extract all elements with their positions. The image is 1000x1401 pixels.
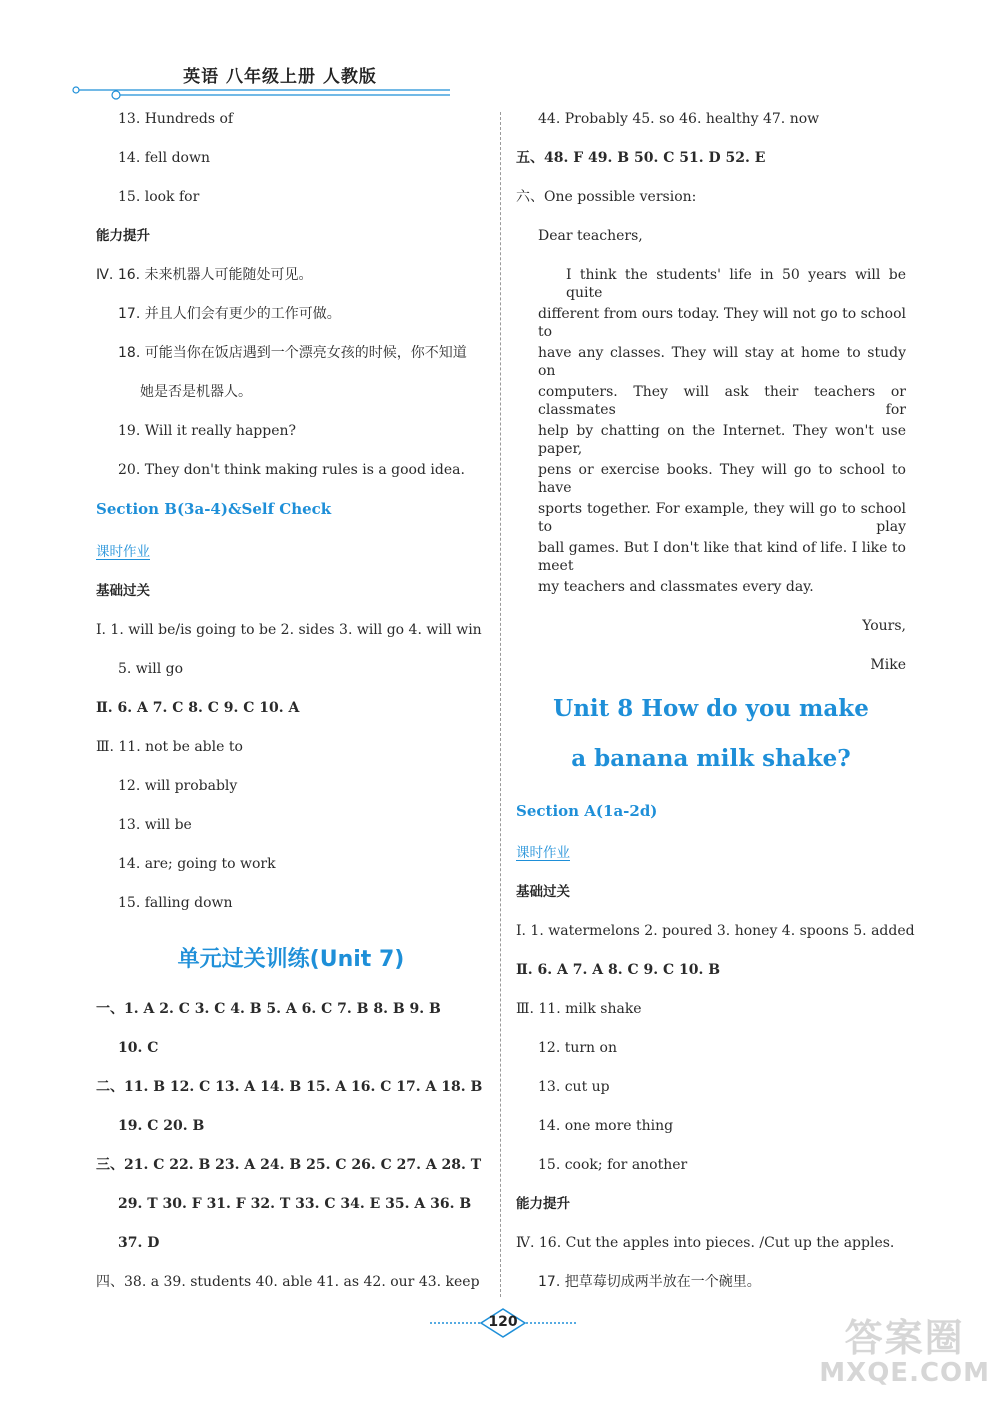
answer-line: 44. Probably 45. so 46. healthy 47. now [538, 111, 820, 127]
header-rule [72, 86, 450, 100]
answer-line: 三、21. C 22. B 23. A 24. B 25. C 26. C 27. A 28. T [96, 1157, 482, 1173]
answer-line: 13. will be [118, 817, 192, 833]
answer-line: 15. cook; for another [538, 1157, 688, 1173]
unit-test-title: 单元过关训练(Unit 7) [177, 947, 405, 972]
unit8-title-line2: a banana milk shake? [571, 745, 851, 772]
answer-line: 五、48. F 49. B 50. C 51. D 52. E [516, 150, 766, 166]
answer-line: 13. cut up [538, 1079, 610, 1095]
basic-heading: 基础过关 [516, 884, 570, 900]
answer-line: Ⅲ. 11. not be able to [96, 739, 243, 755]
essay-line: computers. They will ask their teachers or classmates for [538, 384, 906, 418]
ability-heading: 能力提升 [96, 228, 150, 244]
answer-line: 17. 把草莓切成两半放在一个碗里。 [538, 1274, 761, 1290]
page-number: 120 [488, 1314, 518, 1330]
essay-line: I think the students' life in 50 years will be quite [566, 267, 906, 301]
answer-line: 10. C [118, 1040, 159, 1056]
basic-heading: 基础过关 [96, 583, 150, 599]
answer-line: Ⅱ. 6. A 7. C 8. C 9. C 10. A [96, 700, 300, 716]
answer-line: 17. 并且人们会有更少的工作可做。 [118, 306, 341, 322]
letter-signature: Mike [870, 657, 906, 673]
answer-line: Ⅲ. 11. milk shake [516, 1001, 642, 1017]
section-a-title: Section A(1a-2d) [516, 802, 658, 820]
answer-line: Ⅳ. 16. 未来机器人可能随处可见。 [96, 267, 313, 283]
homework-tag: 课时作业 [96, 544, 150, 560]
answer-line: 19. Will it really happen? [118, 423, 297, 439]
homework-tag: 课时作业 [516, 845, 570, 861]
answer-line: 13. Hundreds of [118, 111, 234, 127]
answer-line: 12. will probably [118, 778, 238, 794]
essay-line: sports together. For example, they will go to school to play [538, 501, 906, 535]
answer-line: Ⅰ. 1. will be/is going to be 2. sides 3. will go 4. will win [96, 622, 482, 638]
essay-line: help by chatting on the Internet. They won't use paper, [538, 423, 906, 457]
watermark-url: MXQE.COM [819, 1358, 990, 1388]
essay-line: have any classes. They will stay at home to study on [538, 345, 906, 379]
answer-line: 一、1. A 2. C 3. C 4. B 5. A 6. C 7. B 8. B 9. B [96, 1001, 441, 1017]
answer-line: 5. will go [118, 661, 184, 677]
answer-line: Ⅳ. 16. Cut the apples into pieces. /Cut up the apples. [516, 1235, 895, 1251]
unit8-title-line1: Unit 8 How do you make [553, 695, 869, 722]
ability-heading: 能力提升 [516, 1196, 570, 1212]
answer-line: Ⅱ. 6. A 7. A 8. C 9. C 10. B [516, 962, 721, 978]
essay-line: different from ours today. They will not go to school to [538, 306, 906, 340]
answer-line: 14. one more thing [538, 1118, 674, 1134]
letter-closing: Yours, [862, 618, 906, 634]
answer-line: 29. T 30. F 31. F 32. T 33. C 34. E 35. A 36. B [118, 1196, 472, 1212]
answer-line: 19. C 20. B [118, 1118, 205, 1134]
answer-line: 14. are; going to work [118, 856, 276, 872]
answer-line: 六、One possible version: [516, 189, 697, 205]
answer-line: 37. D [118, 1235, 160, 1251]
answer-line: 20. They don't think making rules is a good idea. [118, 462, 465, 478]
watermark [819, 1318, 990, 1388]
answer-line: 15. falling down [118, 895, 233, 911]
essay-line: my teachers and classmates every day. [538, 579, 814, 595]
watermark-logo: 答案圈 [844, 1316, 965, 1360]
answer-line: 二、11. B 12. C 13. A 14. B 15. A 16. C 17. A 18. B [96, 1079, 483, 1095]
answer-line: Ⅰ. 1. watermelons 2. poured 3. honey 4. spoons 5. added [516, 923, 915, 939]
column-divider [500, 112, 501, 1297]
answer-line: 12. turn on [538, 1040, 617, 1056]
header-title: 英语 八年级上册 人教版 [183, 67, 377, 87]
answer-line: 她是否是机器人。 [140, 384, 252, 400]
letter-greeting: Dear teachers, [538, 228, 643, 244]
answer-line: 14. fell down [118, 150, 210, 166]
essay-line: ball games. But I don't like that kind of life. I like to meet [538, 540, 906, 574]
answer-line: 15. look for [118, 189, 200, 205]
answer-line: 四、38. a 39. students 40. able 41. as 42. our 43. keep [96, 1274, 480, 1290]
section-b-title: Section B(3a-4)&Self Check [96, 500, 332, 518]
answer-line: 18. 可能当你在饭店遇到一个漂亮女孩的时候，你不知道 [118, 345, 467, 361]
essay-line: pens or exercise books. They will go to school to have [538, 462, 906, 496]
